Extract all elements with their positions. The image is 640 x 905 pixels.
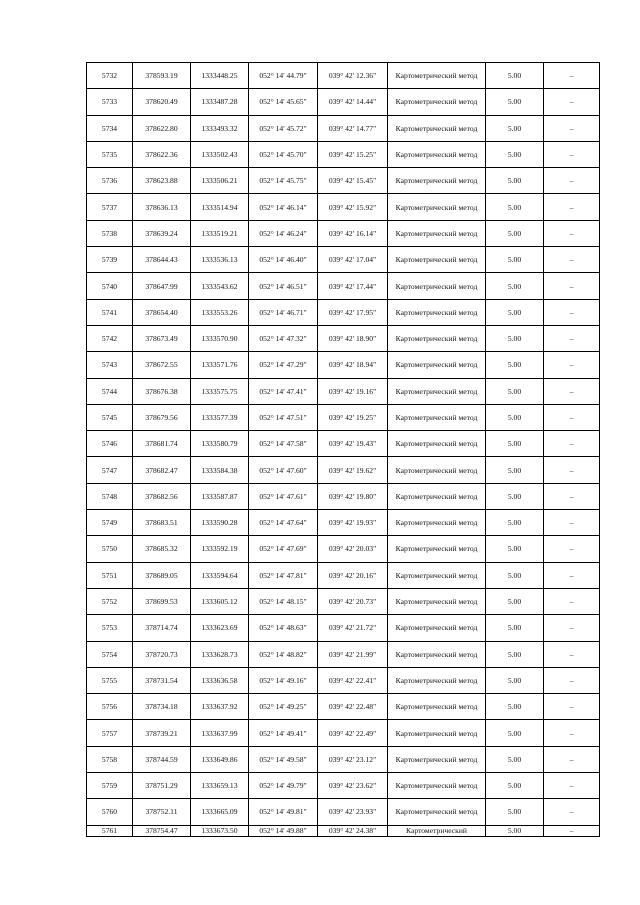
accuracy-cell: 5.00	[486, 352, 544, 378]
longitude-cell: 039° 42' 16.14"	[318, 220, 388, 246]
latitude-cell: 052° 14' 49.88"	[249, 825, 318, 836]
table-row	[87, 194, 600, 220]
longitude-cell: 039° 42' 19.62"	[318, 457, 388, 483]
accuracy-cell: 5.00	[486, 141, 544, 167]
table-row	[87, 220, 600, 246]
method-cell: Картометрический метод	[388, 457, 486, 483]
point-number-cell: 5735	[87, 141, 133, 167]
note-cell: –	[544, 63, 600, 89]
method-cell: Картометрический метод	[388, 378, 486, 404]
y-coordinate-cell: 1333514.94	[191, 194, 249, 220]
note-cell: –	[544, 588, 600, 614]
latitude-cell: 052° 14' 47.51"	[249, 404, 318, 430]
note-cell: –	[544, 247, 600, 273]
note-cell: –	[544, 404, 600, 430]
table-row	[87, 799, 600, 825]
latitude-cell: 052° 14' 47.64"	[249, 510, 318, 536]
note-cell: –	[544, 273, 600, 299]
y-coordinate-cell: 1333587.87	[191, 483, 249, 509]
point-number-cell: 5760	[87, 799, 133, 825]
y-coordinate-cell: 1333571.76	[191, 352, 249, 378]
x-coordinate-cell: 378683.51	[133, 510, 191, 536]
x-coordinate-cell: 378620.49	[133, 89, 191, 115]
x-coordinate-cell: 378714.74	[133, 615, 191, 641]
accuracy-cell: 5.00	[486, 431, 544, 457]
accuracy-cell: 5.00	[486, 273, 544, 299]
note-cell: –	[544, 720, 600, 746]
y-coordinate-cell: 1333543.62	[191, 273, 249, 299]
method-cell: Картометрический метод	[388, 273, 486, 299]
accuracy-cell: 5.00	[486, 536, 544, 562]
latitude-cell: 052° 14' 48.82"	[249, 641, 318, 667]
method-cell: Картометрический метод	[388, 89, 486, 115]
table-row	[87, 615, 600, 641]
method-cell: Картометрический метод	[388, 404, 486, 430]
y-coordinate-cell: 1333577.39	[191, 404, 249, 430]
point-number-cell: 5742	[87, 325, 133, 351]
longitude-cell: 039° 42' 19.93"	[318, 510, 388, 536]
accuracy-cell: 5.00	[486, 720, 544, 746]
point-number-cell: 5743	[87, 352, 133, 378]
longitude-cell: 039° 42' 12.36"	[318, 63, 388, 89]
point-number-cell: 5756	[87, 694, 133, 720]
point-number-cell: 5755	[87, 667, 133, 693]
x-coordinate-cell: 378682.47	[133, 457, 191, 483]
x-coordinate-cell: 378654.40	[133, 299, 191, 325]
longitude-cell: 039° 42' 19.43"	[318, 431, 388, 457]
longitude-cell: 039° 42' 19.25"	[318, 404, 388, 430]
point-number-cell: 5739	[87, 247, 133, 273]
x-coordinate-cell: 378639.24	[133, 220, 191, 246]
method-cell: Картометрический метод	[388, 641, 486, 667]
table-body	[87, 63, 600, 837]
note-cell: –	[544, 457, 600, 483]
y-coordinate-cell: 1333673.50	[191, 825, 249, 836]
x-coordinate-cell: 378593.19	[133, 63, 191, 89]
note-cell: –	[544, 378, 600, 404]
y-coordinate-cell: 1333637.99	[191, 720, 249, 746]
coordinates-table	[86, 62, 600, 837]
table-row	[87, 641, 600, 667]
accuracy-cell: 5.00	[486, 194, 544, 220]
point-number-cell: 5741	[87, 299, 133, 325]
latitude-cell: 052° 14' 47.81"	[249, 562, 318, 588]
note-cell: –	[544, 746, 600, 772]
table-row	[87, 404, 600, 430]
longitude-cell: 039° 42' 14.77"	[318, 115, 388, 141]
method-cell: Картометрический метод	[388, 667, 486, 693]
method-cell: Картометрический	[388, 825, 486, 836]
x-coordinate-cell: 378644.43	[133, 247, 191, 273]
x-coordinate-cell: 378731.54	[133, 667, 191, 693]
longitude-cell: 039° 42' 23.12"	[318, 746, 388, 772]
y-coordinate-cell: 1333584.38	[191, 457, 249, 483]
x-coordinate-cell: 378672.55	[133, 352, 191, 378]
note-cell: –	[544, 325, 600, 351]
note-cell: –	[544, 299, 600, 325]
table-row	[87, 168, 600, 194]
y-coordinate-cell: 1333649.86	[191, 746, 249, 772]
y-coordinate-cell: 1333570.90	[191, 325, 249, 351]
x-coordinate-cell: 378622.80	[133, 115, 191, 141]
point-number-cell: 5753	[87, 615, 133, 641]
accuracy-cell: 5.00	[486, 89, 544, 115]
table-row	[87, 773, 600, 799]
y-coordinate-cell: 1333519.21	[191, 220, 249, 246]
latitude-cell: 052° 14' 46.14"	[249, 194, 318, 220]
y-coordinate-cell: 1333580.79	[191, 431, 249, 457]
point-number-cell: 5759	[87, 773, 133, 799]
method-cell: Картометрический метод	[388, 115, 486, 141]
accuracy-cell: 5.00	[486, 220, 544, 246]
accuracy-cell: 5.00	[486, 746, 544, 772]
table-row	[87, 588, 600, 614]
accuracy-cell: 5.00	[486, 562, 544, 588]
note-cell: –	[544, 615, 600, 641]
accuracy-cell: 5.00	[486, 641, 544, 667]
y-coordinate-cell: 1333506.21	[191, 168, 249, 194]
latitude-cell: 052° 14' 46.24"	[249, 220, 318, 246]
longitude-cell: 039° 42' 20.03"	[318, 536, 388, 562]
y-coordinate-cell: 1333594.64	[191, 562, 249, 588]
note-cell: –	[544, 483, 600, 509]
accuracy-cell: 5.00	[486, 325, 544, 351]
y-coordinate-cell: 1333628.73	[191, 641, 249, 667]
accuracy-cell: 5.00	[486, 615, 544, 641]
latitude-cell: 052° 14' 48.15"	[249, 588, 318, 614]
note-cell: –	[544, 115, 600, 141]
method-cell: Картометрический метод	[388, 141, 486, 167]
accuracy-cell: 5.00	[486, 667, 544, 693]
method-cell: Картометрический метод	[388, 194, 486, 220]
table-row	[87, 89, 600, 115]
accuracy-cell: 5.00	[486, 247, 544, 273]
method-cell: Картометрический метод	[388, 431, 486, 457]
longitude-cell: 039° 42' 19.16"	[318, 378, 388, 404]
table-row	[87, 325, 600, 351]
accuracy-cell: 5.00	[486, 773, 544, 799]
method-cell: Картометрический метод	[388, 536, 486, 562]
latitude-cell: 052° 14' 46.40"	[249, 247, 318, 273]
method-cell: Картометрический метод	[388, 773, 486, 799]
point-number-cell: 5745	[87, 404, 133, 430]
note-cell: –	[544, 536, 600, 562]
accuracy-cell: 5.00	[486, 825, 544, 836]
accuracy-cell: 5.00	[486, 115, 544, 141]
accuracy-cell: 5.00	[486, 457, 544, 483]
point-number-cell: 5749	[87, 510, 133, 536]
x-coordinate-cell: 378754.47	[133, 825, 191, 836]
table-row	[87, 352, 600, 378]
latitude-cell: 052° 14' 47.41"	[249, 378, 318, 404]
x-coordinate-cell: 378623.88	[133, 168, 191, 194]
accuracy-cell: 5.00	[486, 63, 544, 89]
table-row	[87, 483, 600, 509]
method-cell: Картометрический метод	[388, 588, 486, 614]
longitude-cell: 039° 42' 19.80"	[318, 483, 388, 509]
note-cell: –	[544, 168, 600, 194]
longitude-cell: 039° 42' 22.41"	[318, 667, 388, 693]
table-row	[87, 299, 600, 325]
longitude-cell: 039° 42' 24.38"	[318, 825, 388, 836]
note-cell: –	[544, 194, 600, 220]
longitude-cell: 039° 42' 21.99"	[318, 641, 388, 667]
method-cell: Картометрический метод	[388, 325, 486, 351]
method-cell: Картометрический метод	[388, 562, 486, 588]
point-number-cell: 5736	[87, 168, 133, 194]
note-cell: –	[544, 89, 600, 115]
method-cell: Картометрический метод	[388, 247, 486, 273]
longitude-cell: 039° 42' 14.44"	[318, 89, 388, 115]
method-cell: Картометрический метод	[388, 720, 486, 746]
latitude-cell: 052° 14' 45.72"	[249, 115, 318, 141]
point-number-cell: 5752	[87, 588, 133, 614]
x-coordinate-cell: 378676.38	[133, 378, 191, 404]
method-cell: Картометрический метод	[388, 799, 486, 825]
latitude-cell: 052° 14' 47.32"	[249, 325, 318, 351]
y-coordinate-cell: 1333448.25	[191, 63, 249, 89]
point-number-cell: 5746	[87, 431, 133, 457]
method-cell: Картометрический метод	[388, 510, 486, 536]
longitude-cell: 039° 42' 22.48"	[318, 694, 388, 720]
x-coordinate-cell: 378744.59	[133, 746, 191, 772]
latitude-cell: 052° 14' 49.81"	[249, 799, 318, 825]
point-number-cell: 5754	[87, 641, 133, 667]
y-coordinate-cell: 1333590.28	[191, 510, 249, 536]
accuracy-cell: 5.00	[486, 510, 544, 536]
x-coordinate-cell: 378734.18	[133, 694, 191, 720]
latitude-cell: 052° 14' 49.16"	[249, 667, 318, 693]
longitude-cell: 039° 42' 15.92"	[318, 194, 388, 220]
x-coordinate-cell: 378647.99	[133, 273, 191, 299]
y-coordinate-cell: 1333623.69	[191, 615, 249, 641]
note-cell: –	[544, 694, 600, 720]
longitude-cell: 039° 42' 17.44"	[318, 273, 388, 299]
y-coordinate-cell: 1333636.58	[191, 667, 249, 693]
latitude-cell: 052° 14' 49.58"	[249, 746, 318, 772]
latitude-cell: 052° 14' 44.79"	[249, 63, 318, 89]
longitude-cell: 039° 42' 22.49"	[318, 720, 388, 746]
accuracy-cell: 5.00	[486, 588, 544, 614]
table-row	[87, 536, 600, 562]
x-coordinate-cell: 378681.74	[133, 431, 191, 457]
longitude-cell: 039° 42' 21.72"	[318, 615, 388, 641]
method-cell: Картометрический метод	[388, 694, 486, 720]
table-row	[87, 63, 600, 89]
point-number-cell: 5757	[87, 720, 133, 746]
table-row	[87, 562, 600, 588]
note-cell: –	[544, 562, 600, 588]
note-cell: –	[544, 510, 600, 536]
x-coordinate-cell: 378685.32	[133, 536, 191, 562]
longitude-cell: 039° 42' 20.73"	[318, 588, 388, 614]
latitude-cell: 052° 14' 49.25"	[249, 694, 318, 720]
method-cell: Картометрический метод	[388, 220, 486, 246]
note-cell: –	[544, 141, 600, 167]
note-cell: –	[544, 667, 600, 693]
y-coordinate-cell: 1333605.12	[191, 588, 249, 614]
y-coordinate-cell: 1333536.13	[191, 247, 249, 273]
method-cell: Картометрический метод	[388, 299, 486, 325]
x-coordinate-cell: 378682.56	[133, 483, 191, 509]
x-coordinate-cell: 378739.21	[133, 720, 191, 746]
longitude-cell: 039° 42' 17.04"	[318, 247, 388, 273]
table-row	[87, 510, 600, 536]
point-number-cell: 5744	[87, 378, 133, 404]
x-coordinate-cell: 378751.29	[133, 773, 191, 799]
accuracy-cell: 5.00	[486, 378, 544, 404]
latitude-cell: 052° 14' 45.65"	[249, 89, 318, 115]
point-number-cell: 5740	[87, 273, 133, 299]
x-coordinate-cell: 378689.05	[133, 562, 191, 588]
y-coordinate-cell: 1333659.13	[191, 773, 249, 799]
x-coordinate-cell: 378636.13	[133, 194, 191, 220]
table-row	[87, 720, 600, 746]
method-cell: Картометрический метод	[388, 168, 486, 194]
table-row	[87, 457, 600, 483]
x-coordinate-cell: 378720.73	[133, 641, 191, 667]
document-page	[86, 62, 599, 837]
latitude-cell: 052° 14' 47.60"	[249, 457, 318, 483]
point-number-cell: 5750	[87, 536, 133, 562]
note-cell: –	[544, 641, 600, 667]
note-cell: –	[544, 352, 600, 378]
longitude-cell: 039° 42' 18.94"	[318, 352, 388, 378]
latitude-cell: 052° 14' 47.29"	[249, 352, 318, 378]
x-coordinate-cell: 378752.11	[133, 799, 191, 825]
y-coordinate-cell: 1333665.09	[191, 799, 249, 825]
x-coordinate-cell: 378679.56	[133, 404, 191, 430]
table-row	[87, 431, 600, 457]
y-coordinate-cell: 1333637.92	[191, 694, 249, 720]
note-cell: –	[544, 773, 600, 799]
latitude-cell: 052° 14' 45.75"	[249, 168, 318, 194]
table-row	[87, 746, 600, 772]
y-coordinate-cell: 1333493.32	[191, 115, 249, 141]
x-coordinate-cell: 378699.53	[133, 588, 191, 614]
accuracy-cell: 5.00	[486, 168, 544, 194]
longitude-cell: 039° 42' 23.62"	[318, 773, 388, 799]
point-number-cell: 5732	[87, 63, 133, 89]
longitude-cell: 039° 42' 17.95"	[318, 299, 388, 325]
longitude-cell: 039° 42' 23.93"	[318, 799, 388, 825]
latitude-cell: 052° 14' 46.71"	[249, 299, 318, 325]
method-cell: Картометрический метод	[388, 63, 486, 89]
latitude-cell: 052° 14' 47.69"	[249, 536, 318, 562]
y-coordinate-cell: 1333592.19	[191, 536, 249, 562]
table-row	[87, 141, 600, 167]
point-number-cell: 5747	[87, 457, 133, 483]
method-cell: Картометрический метод	[388, 615, 486, 641]
latitude-cell: 052° 14' 49.41"	[249, 720, 318, 746]
latitude-cell: 052° 14' 47.58"	[249, 431, 318, 457]
table-row	[87, 115, 600, 141]
table-row	[87, 247, 600, 273]
table-row	[87, 694, 600, 720]
point-number-cell: 5734	[87, 115, 133, 141]
point-number-cell: 5733	[87, 89, 133, 115]
y-coordinate-cell: 1333502.43	[191, 141, 249, 167]
table-row	[87, 667, 600, 693]
point-number-cell: 5758	[87, 746, 133, 772]
point-number-cell: 5761	[87, 825, 133, 836]
longitude-cell: 039° 42' 18.90"	[318, 325, 388, 351]
latitude-cell: 052° 14' 45.70"	[249, 141, 318, 167]
latitude-cell: 052° 14' 48.63"	[249, 615, 318, 641]
point-number-cell: 5738	[87, 220, 133, 246]
longitude-cell: 039° 42' 15.45"	[318, 168, 388, 194]
accuracy-cell: 5.00	[486, 694, 544, 720]
accuracy-cell: 5.00	[486, 799, 544, 825]
method-cell: Картометрический метод	[388, 483, 486, 509]
accuracy-cell: 5.00	[486, 404, 544, 430]
longitude-cell: 039° 42' 15.25"	[318, 141, 388, 167]
latitude-cell: 052° 14' 49.79"	[249, 773, 318, 799]
point-number-cell: 5748	[87, 483, 133, 509]
method-cell: Картометрический метод	[388, 352, 486, 378]
method-cell: Картометрический метод	[388, 746, 486, 772]
y-coordinate-cell: 1333575.75	[191, 378, 249, 404]
latitude-cell: 052° 14' 47.61"	[249, 483, 318, 509]
y-coordinate-cell: 1333553.26	[191, 299, 249, 325]
point-number-cell: 5737	[87, 194, 133, 220]
accuracy-cell: 5.00	[486, 483, 544, 509]
note-cell: –	[544, 220, 600, 246]
note-cell: –	[544, 799, 600, 825]
table-row	[87, 378, 600, 404]
longitude-cell: 039° 42' 20.16"	[318, 562, 388, 588]
y-coordinate-cell: 1333487.28	[191, 89, 249, 115]
point-number-cell: 5751	[87, 562, 133, 588]
note-cell: –	[544, 431, 600, 457]
table-row	[87, 273, 600, 299]
latitude-cell: 052° 14' 46.51"	[249, 273, 318, 299]
x-coordinate-cell: 378673.49	[133, 325, 191, 351]
x-coordinate-cell: 378622.36	[133, 141, 191, 167]
accuracy-cell: 5.00	[486, 299, 544, 325]
table-row	[87, 825, 600, 836]
note-cell: –	[544, 825, 600, 836]
